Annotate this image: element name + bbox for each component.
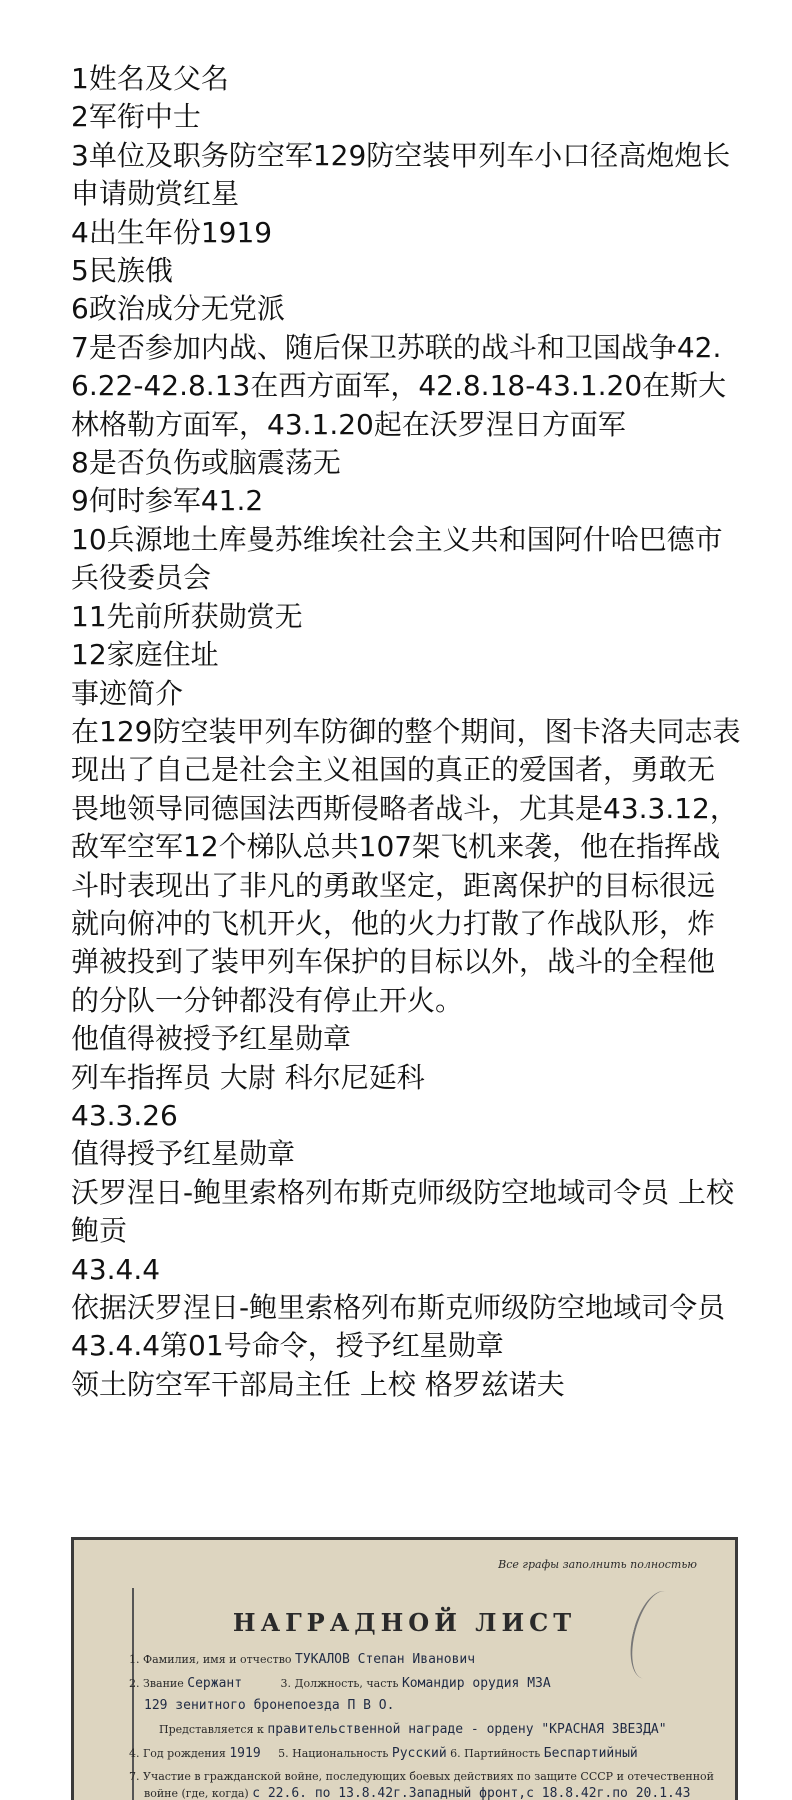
field-previous-awards: 11先前所获勋赏无 (71, 599, 303, 633)
translation-text (71, 60, 741, 1404)
field-party: 6政治成分无党派 (71, 292, 285, 326)
scan-label-name: 1. Фамилия, имя и отчество (129, 1653, 292, 1666)
scan-value-war-where: с 22.6. по 13.8.42г.Западный фронт,с 18.8.42г.по 20.1.43 (252, 1786, 691, 1800)
scan-value-name: ТУКАЛОВ Степан Иванович (295, 1652, 476, 1667)
scan-label-award: Представляется к (159, 1723, 264, 1736)
scan-row-unit (144, 1698, 394, 1713)
scan-row-name (129, 1652, 475, 1667)
field-birth-year: 4出生年份1919 (71, 215, 273, 249)
scan-label-rank: 2. Звание (129, 1677, 184, 1690)
scan-label-party: 6. Партийность (450, 1747, 541, 1760)
scan-row-rank (129, 1676, 551, 1691)
field-unit-position: 3单位及职务防空军129防空装甲列车小口径高炮炮长 (71, 138, 731, 172)
date-1: 43.3.26 (71, 1098, 178, 1132)
order-text: 依据沃罗涅日-鲍里索格列布斯克师级防空地域司令员43.4.4第01号命令，授予红星勋章 (71, 1291, 726, 1363)
scan-title: НАГРАДНОЙ ЛИСТ (232, 1608, 577, 1637)
scan-row-war-where (144, 1786, 691, 1800)
award-request: 申请勋赏红星 (71, 177, 240, 211)
scan-label-war-where: войне (где, когда) (144, 1787, 249, 1800)
field-draft-office: 10兵源地土库曼苏维埃社会主义共和国阿什哈巴德市兵役委员会 (71, 522, 723, 595)
field-nationality: 5民族俄 (71, 254, 173, 288)
scan-value-nationality: Русский (391, 1746, 447, 1761)
scan-value-birth: 1919 (229, 1746, 261, 1761)
scan-value-award: правительственной награде - ордену "КРАСНАЯ ЗВЕЗДА" (267, 1722, 667, 1737)
field-enlistment: 9何时参军41.2 (71, 484, 264, 518)
recommendation-2: 值得授予红星勋章 (71, 1137, 296, 1171)
summary-body: 在129防空装甲列车防御的整个期间，图卡洛夫同志表现出了自己是社会主义祖国的真正的爱国者，勇敢无畏地领导同德国法西斯侵略者战斗，尤其是43.3.12，敌军空军12个梯队总共107架飞机来袭，他在指挥战斗时表现出了非凡的勇敢坚定，距离保护的目标很远就向俯冲的飞机开火，他的火力打散了作战队形，炸弹被投到了装甲列车保护的目标以外，战斗的全程他的分队一分钟都没有停止开火。 (71, 714, 741, 1017)
scan-row-award (159, 1722, 667, 1737)
summary-heading: 事迹简介 (71, 676, 184, 710)
recommendation-1: 他值得被授予红星勋章 (71, 1022, 352, 1056)
field-home-address: 12家庭住址 (71, 638, 219, 672)
signer-1: 列车指挥员 大尉 科尔尼延科 (71, 1060, 425, 1094)
scan-label-birth: 4. Год рождения (129, 1747, 226, 1760)
scan-value-rank: Сержант (187, 1676, 243, 1691)
scan-label-war: 7. Участие в гражданской войне, последующих боевых действиях по защите СССР и отечественной (129, 1770, 714, 1783)
field-name: 1姓名及父名 (71, 62, 229, 95)
date-2: 43.4.4 (71, 1252, 161, 1286)
scan-label-position: 3. Должность, часть (280, 1677, 399, 1690)
scan-row-birth (129, 1746, 638, 1761)
scan-label-nationality: 5. Национальность (278, 1747, 389, 1760)
field-rank: 2军衔中士 (71, 100, 201, 134)
signer-2: 沃罗涅日-鲍里索格列布斯克师级防空地域司令员 上校 鲍贡 (71, 1175, 743, 1248)
scan-note: Все графы заполнить полностью (498, 1558, 697, 1571)
field-war-participation: 7是否参加内战、随后保卫苏联的战斗和卫国战争42.6.22-42.8.13在西方面军，42.8.18-43.1.20在斯大林格勒方面军，43.1.20起在沃罗涅日方面军 (71, 330, 727, 441)
scan-value-party: Беспартийный (543, 1746, 638, 1761)
scan-value-unit: 129 зенитного бронепоезда П В О. (144, 1698, 395, 1713)
field-wounds: 8是否负伤或脑震荡无 (71, 446, 341, 480)
scan-value-position: Командир орудия МЗА (401, 1676, 551, 1691)
signer-3: 领土防空军干部局主任 上校 格罗兹诺夫 (71, 1367, 565, 1401)
scan-row-war (129, 1770, 714, 1783)
award-sheet-scan (71, 1537, 738, 1800)
